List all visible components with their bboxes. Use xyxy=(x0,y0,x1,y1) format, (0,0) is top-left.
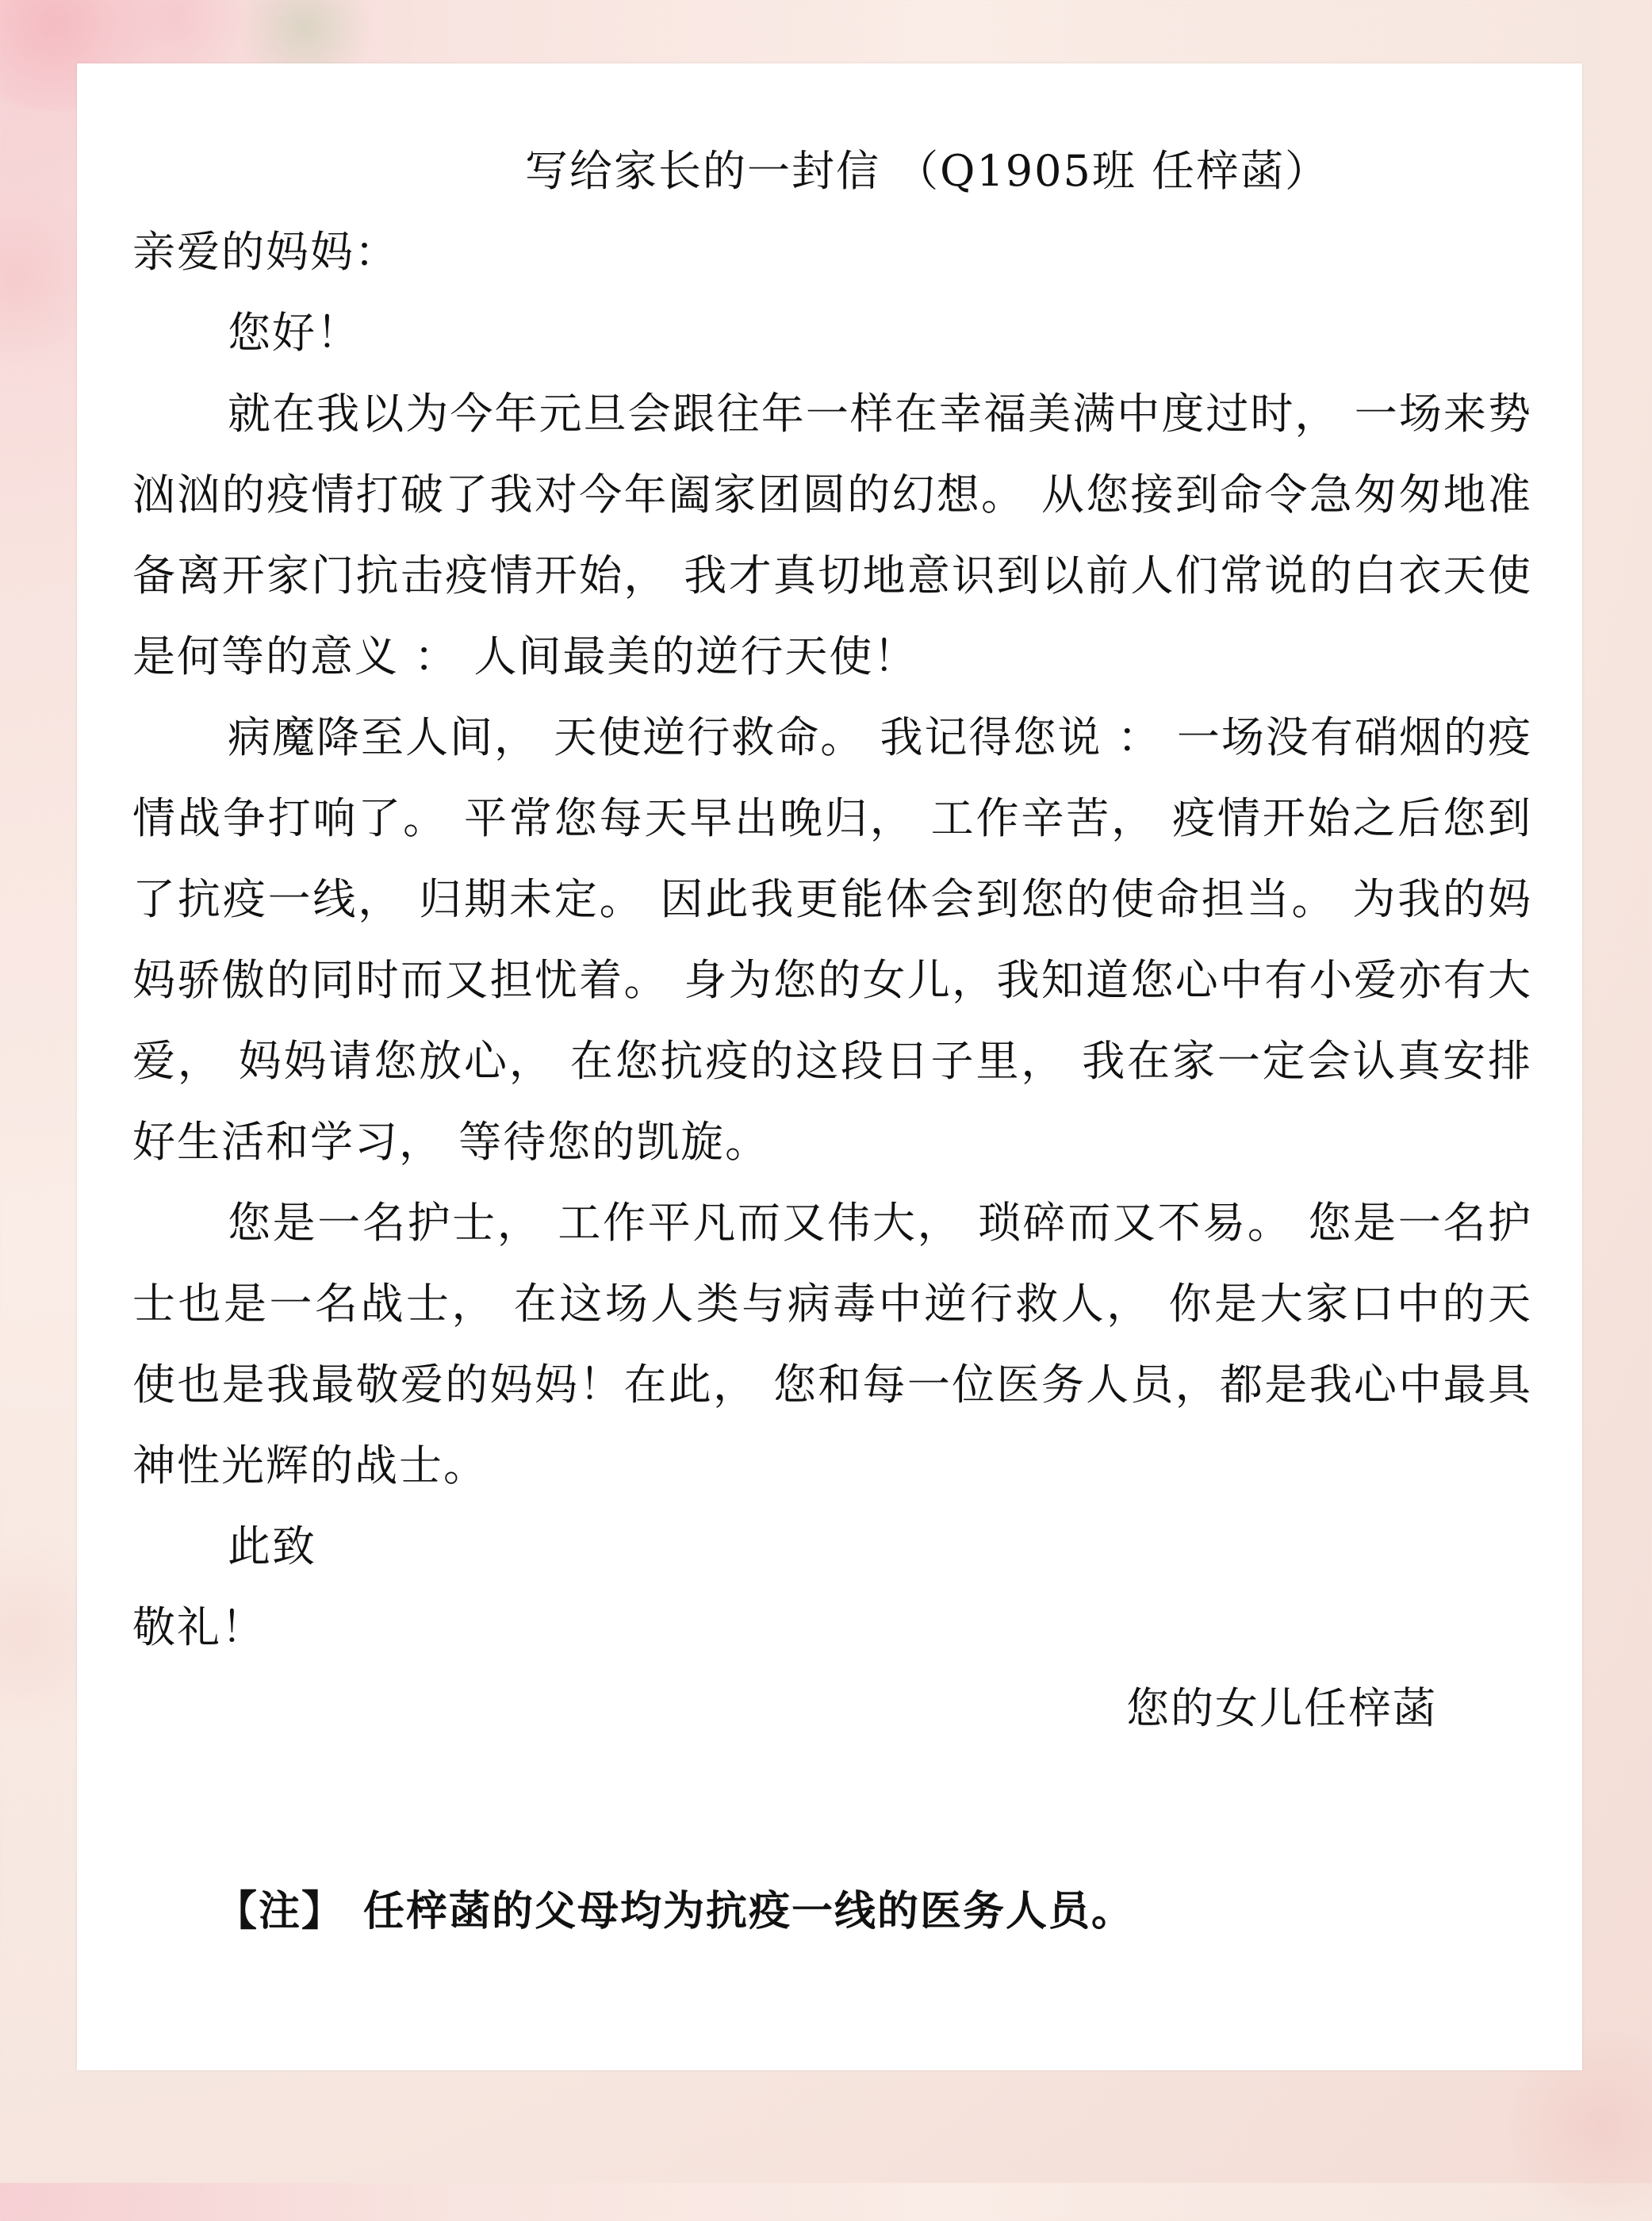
footnote-text: 任梓菡的父母均为抗疫一线的医务人员。 xyxy=(363,1888,1135,1935)
footnote-tag: 【注】 xyxy=(216,1888,345,1935)
letter-closing: 此致 xyxy=(228,1521,316,1571)
letter-paragraph-3: 您是一名护士， 工作平凡而又伟大， 琐碎而又不易。 您是一名护士也是一名战士， 在这场人类与病毒中逆行救人， 你是大家口中的天使也是我最敬爱的妈妈！在此， 您和每一位医务人员，都是我心中最具神性光辉的战士。 xyxy=(132,1198,1532,1490)
letter-body xyxy=(132,131,1532,1749)
footnote xyxy=(216,1880,1134,1943)
letter-title: 写给家长的一封信 （Q1905班 任梓菡） xyxy=(525,146,1330,196)
letter-regards: 敬礼！ xyxy=(132,1602,266,1652)
letter-greeting: 您好！ xyxy=(228,308,361,358)
letter-salutation: 亲爱的妈妈： xyxy=(132,227,399,277)
letter-paper xyxy=(77,63,1582,2070)
letter-paragraph-1: 就在我以为今年元旦会跟往年一样在幸福美满中度过时， 一场来势汹汹的疫情打破了我对今年阖家团圆的幻想。 从您接到命令急匆匆地准备离开家门抗击疫情开始， 我才真切地意识到以前人们常说的白衣天使是何等的意义 ： 人间最美的逆行天使！ xyxy=(132,389,1532,681)
letter-signature: 您的女儿任梓菡 xyxy=(1126,1683,1437,1733)
letter-paragraph-2: 病魔降至人间， 天使逆行救命。 我记得您说 ： 一场没有硝烟的疫情战争打响了。 平常您每天早出晚归， 工作辛苦， 疫情开始之后您到了抗疫一线， 归期未定。 因此我更能体会到您的使命担当。 为我的妈妈骄傲的同时而又担忧着。 身为您的女儿，我知道您心中有小爱亦有大爱， 妈妈请您放心， 在您抗疫的这段日子里， 我在家一定会认真安排好生活和学习， 等待您的凯旋。 xyxy=(132,712,1532,1167)
